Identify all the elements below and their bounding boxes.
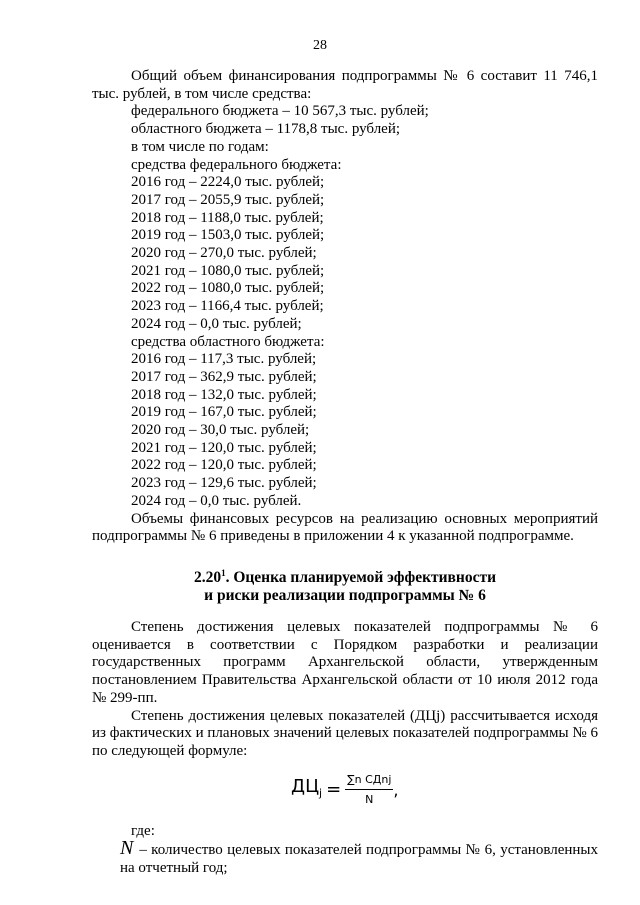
paragraph-order: Степень достижения целевых показателей подпрограммы № 6 оценивается в соответствии с Порядком разработки и реализации государственных программ Архангельской области, утвержденным постановлением Правительства Архангельской области от 10 июля 2012 года № 299-пп. — [92, 618, 598, 706]
financing-line: 2016 год – 117,3 тыс. рублей; — [131, 351, 317, 368]
financing-list — [92, 103, 598, 510]
financing-line: 2017 год – 362,9 тыс. рублей; — [131, 368, 317, 385]
financing-line: 2017 год – 2055,9 тыс. рублей; — [131, 191, 325, 208]
document-body — [92, 68, 598, 878]
section-title-line1: . Оценка планируемой эффективности — [225, 568, 497, 586]
section-title-line2: и риски реализации подпрограммы № 6 — [204, 586, 486, 604]
financing-line: 2023 год – 1166,4 тыс. рублей; — [131, 298, 324, 315]
financing-line: средства федерального бюджета: — [131, 156, 342, 173]
page-number: 28 — [313, 38, 327, 53]
formula-fraction — [345, 771, 393, 809]
financing-line: в том числе по годам: — [131, 138, 269, 155]
section-heading — [92, 564, 598, 605]
formula-lhs: $ДЦ_j$ — [291, 775, 323, 800]
financing-line: средства областного бюджета: — [131, 333, 325, 350]
financing-line: 2018 год – 132,0 тыс. рублей; — [131, 386, 317, 403]
n-symbol: N — [120, 837, 134, 860]
formula-equals: = — [326, 778, 342, 800]
financing-line: областного бюджета – 1178,8 тыс. рублей; — [131, 121, 401, 138]
formula — [92, 761, 598, 823]
n-definition — [92, 837, 598, 877]
financing-line: 2022 год – 120,0 тыс. рублей; — [131, 457, 317, 474]
financing-line: 2022 год – 1080,0 тыс. рублей; — [131, 280, 325, 297]
financing-line: 2019 год – 1503,0 тыс. рублей; — [131, 227, 325, 244]
formula-comma: , — [393, 779, 399, 799]
where-label: где: — [131, 822, 155, 839]
formula-lhs-sub: j — [319, 786, 323, 800]
financing-line: 2016 год – 2224,0 тыс. рублей; — [131, 174, 325, 191]
financing-line: 2024 год – 0,0 тыс. рублей; — [131, 315, 302, 332]
financing-line: 2019 год – 167,0 тыс. рублей; — [131, 404, 317, 421]
section-superscript: 1 — [221, 567, 226, 578]
financing-line: 2023 год – 129,6 тыс. рублей; — [131, 475, 317, 492]
financing-line: 2020 год – 30,0 тыс. рублей; — [131, 422, 310, 439]
financing-line: 2018 год – 1188,0 тыс. рублей; — [131, 209, 324, 226]
section-number: 2.20 — [193, 568, 222, 586]
formula-numerator: ∑n СДnj — [345, 771, 393, 791]
financing-line: федерального бюджета – 10 567,3 тыс. рублей; — [131, 103, 429, 120]
financing-line: 2024 год – 0,0 тыс. рублей. — [131, 492, 302, 509]
financing-line: 2021 год – 120,0 тыс. рублей; — [131, 439, 317, 456]
formula-denominator: N — [365, 793, 374, 807]
resources-paragraph: Объемы финансовых ресурсов на реализацию основных мероприятий подпрограммы № 6 приведены в приложении 4 к указанной подпрограмме. — [92, 510, 598, 545]
financing-intro: Общий объем финансирования подпрограммы № 6 составит 11 746,1 тыс. рублей, в том числе средства: — [92, 68, 598, 102]
paragraph-formula-intro: Степень достижения целевых показателей (ДЦj) рассчитывается исходя из фактических и плановых значений целевых показателей подпрограммы № 6 по следующей формуле: — [92, 707, 598, 759]
n-description: – количество целевых показателей подпрограммы № 6, установленных на отчетный год; — [120, 842, 598, 877]
financing-line: 2021 год – 1080,0 тыс. рублей; — [131, 262, 325, 279]
financing-line: 2020 год – 270,0 тыс. рублей; — [131, 245, 317, 262]
